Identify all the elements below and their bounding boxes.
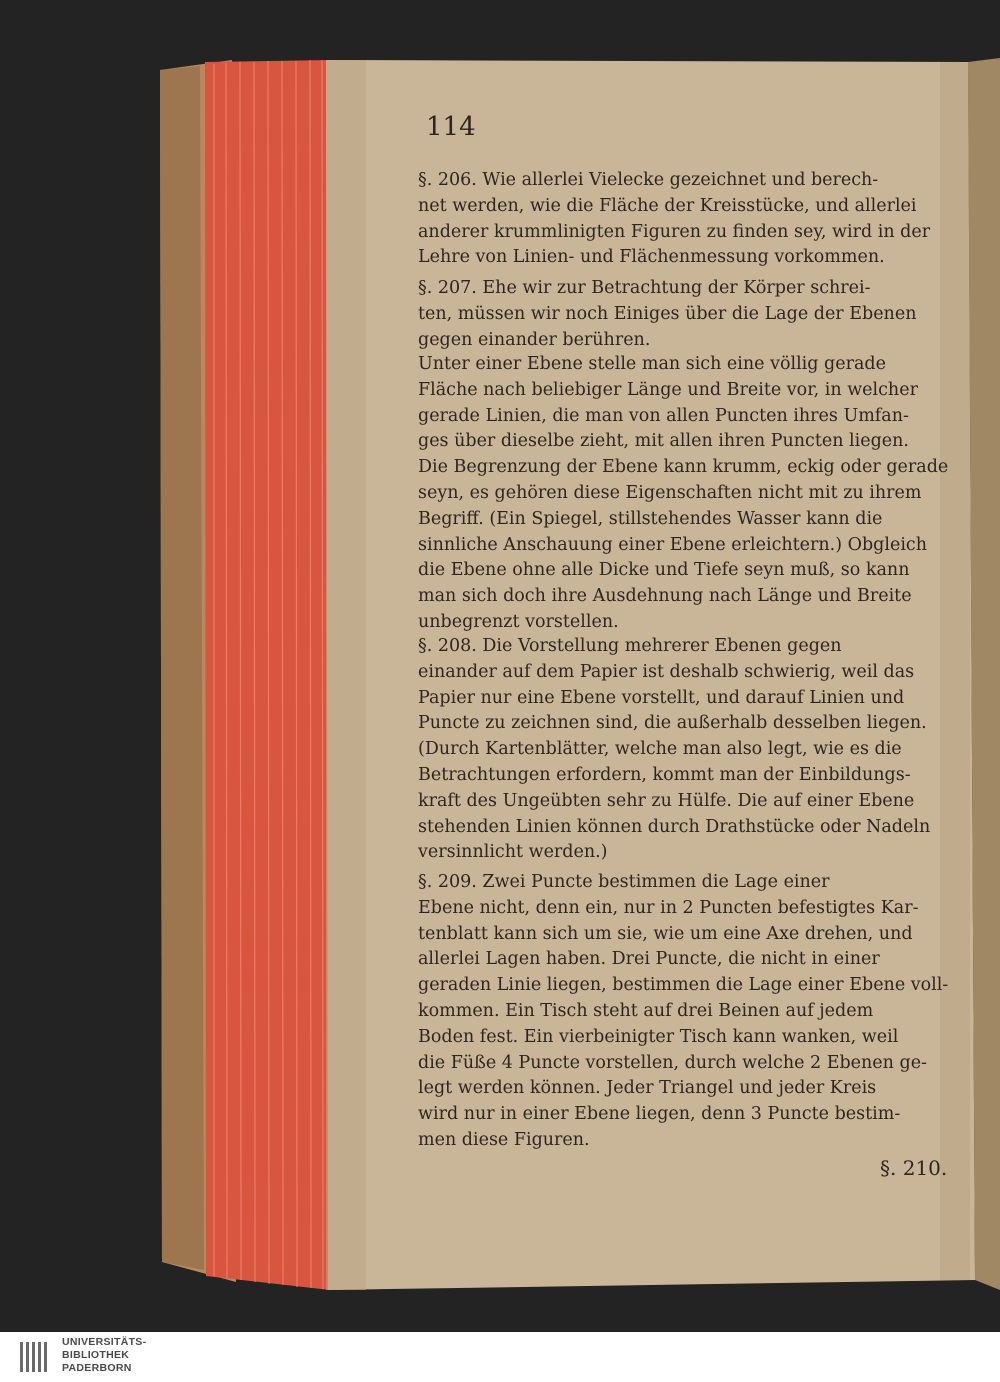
- text-line: geraden Linie liegen, bestimmen die Lage einer Ebene voll-: [418, 975, 949, 996]
- paragraph-206: [418, 168, 958, 271]
- text-line: unbegrenzt vorstellen.: [418, 611, 619, 632]
- text-line: Betrachtungen erfordern, kommt man der Einbildungs-: [418, 764, 911, 785]
- text-line: Fläche nach beliebiger Länge und Breite vor, in welcher: [418, 379, 918, 400]
- text-line: die Ebene ohne alle Dicke und Tiefe seyn muß, so kann: [418, 560, 910, 581]
- text-line: kommen. Ein Tisch steht auf drei Beinen auf jedem: [418, 1000, 874, 1021]
- text-line: gegen einander berühren.: [418, 329, 651, 350]
- text-line: stehenden Linien können durch Drathstücke oder Nadeln: [418, 816, 931, 837]
- text-line: Begriff. (Ein Spiegel, stillstehendes Wasser kann die: [418, 508, 883, 529]
- text-line: Lehre von Linien- und Flächenmessung vorkommen.: [418, 247, 885, 268]
- text-line: net werden, wie die Fläche der Kreisstücke, und allerlei: [418, 195, 917, 216]
- text-line: Papier nur eine Ebene vorstellt, und darauf Linien und: [418, 687, 905, 708]
- text-line: §. 206. Wie allerlei Vielecke gezeichnet und berech-: [418, 170, 879, 190]
- text-line: gerade Linien, die man von allen Puncten ihres Umfan-: [418, 405, 909, 426]
- text-line: §. 209. Zwei Puncte bestimmen die Lage einer: [418, 872, 830, 892]
- text-line: einander auf dem Papier ist deshalb schwierig, weil das: [418, 661, 915, 682]
- catchword: §. 210.: [880, 1156, 948, 1180]
- paragraph-207: [418, 276, 958, 353]
- text-line: Unter einer Ebene stelle man sich eine völlig gerade: [418, 354, 886, 374]
- library-logo-icon: [20, 1340, 54, 1374]
- text-line: wird nur in einer Ebene liegen, denn 3 Puncte bestim-: [418, 1104, 901, 1125]
- text-line: man sich doch ihre Ausdehnung nach Länge und Breite: [418, 586, 912, 607]
- text-line: tenblatt kann sich um sie, wie um eine Axe drehen, und: [418, 923, 913, 944]
- text-line: versinnlicht werden.): [418, 842, 608, 863]
- text-line: seyn, es gehören diese Eigenschaften nicht mit zu ihrem: [418, 482, 922, 503]
- text-line: legt werden können. Jeder Triangel und jeder Kreis: [418, 1078, 877, 1099]
- text-line: §. 208. Die Vorstellung mehrerer Ebenen gegen: [418, 636, 842, 656]
- text-line: men diese Figuren.: [418, 1129, 590, 1150]
- text-line: Boden fest. Ein vierbeinigter Tisch kann wanken, weil: [418, 1026, 899, 1047]
- text-line: Die Begrenzung der Ebene kann krumm, eckig oder gerade: [418, 457, 949, 478]
- text-line: sinnliche Anschauung einer Ebene erleichtern.) Obgleich: [418, 534, 928, 555]
- paragraph-209: [418, 870, 958, 1154]
- text-line: Puncte zu zeichnen sind, die außerhalb desselben liegen.: [418, 713, 927, 734]
- library-name-line: PADERBORN: [62, 1362, 132, 1374]
- library-name-line: BIBLIOTHEK: [62, 1349, 130, 1361]
- text-line: allerlei Lagen haben. Drei Puncte, die nicht in einer: [418, 949, 880, 970]
- text-line: ges über dieselbe zieht, mit allen ihren Puncten liegen.: [418, 431, 909, 452]
- library-name: [62, 1336, 146, 1375]
- text-line: Ebene nicht, denn ein, nur in 2 Puncten befestigtes Kar-: [418, 897, 919, 918]
- paragraph-208: [418, 634, 958, 866]
- text-line: (Durch Kartenblätter, welche man also legt, wie es die: [418, 739, 902, 760]
- page-number: 114: [426, 112, 476, 142]
- text-line: §. 207. Ehe wir zur Betrachtung der Körper schrei-: [418, 278, 871, 298]
- text-line: anderer krummlinigten Figuren zu finden sey, wird in der: [418, 221, 931, 242]
- text-line: die Füße 4 Puncte vorstellen, durch welche 2 Ebenen ge-: [418, 1052, 927, 1073]
- paragraph-ebene: [418, 352, 958, 636]
- library-footer: [0, 1332, 1000, 1382]
- text-line: ten, müssen wir noch Einiges über die Lage der Ebenen: [418, 303, 917, 324]
- text-line: kraft des Ungeübten sehr zu Hülfe. Die auf einer Ebene: [418, 790, 915, 811]
- library-name-line: UNIVERSITÄTS-: [62, 1336, 147, 1348]
